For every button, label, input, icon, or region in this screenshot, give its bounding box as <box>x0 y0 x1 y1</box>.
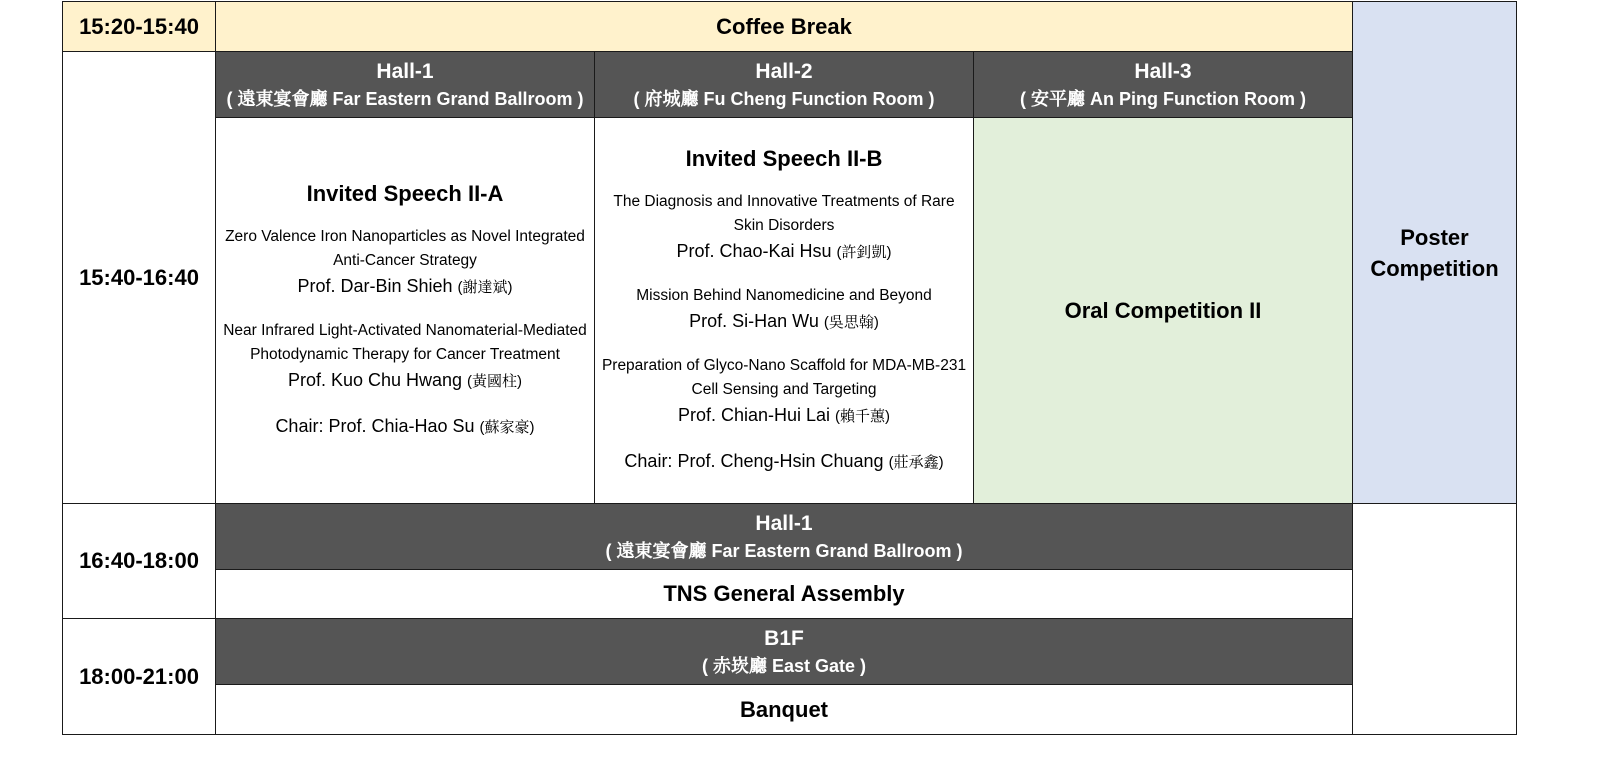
session-title-2a: Invited Speech II-A <box>306 180 504 206</box>
hall-3-room: ( 安平廳 An Ping Function Room ) <box>1020 88 1306 109</box>
poster-competition-cell: Poster Competition <box>1352 1 1517 504</box>
coffee-break-cell: Coffee Break <box>215 1 1353 52</box>
talk-title: Zero Valence Iron Nanoparticles as Novel Integrated Anti-Cancer Strategy <box>225 227 585 269</box>
banquet-venue-header <box>215 618 1353 685</box>
hall-1-session <box>215 117 595 504</box>
banquet-floor: B1F <box>764 626 804 650</box>
banquet-cell: Banquet <box>215 684 1353 735</box>
hall-2-header <box>594 51 974 118</box>
general-assembly-cell: TNS General Assembly <box>215 569 1353 619</box>
talk-title: The Diagnosis and Innovative Treatments of Rare Skin Disorders <box>613 192 955 234</box>
time-banquet: 18:00-21:00 <box>62 618 216 735</box>
session-chair: Chair: Prof. Cheng-Hsin Chuang (莊承鑫) <box>624 450 944 471</box>
speaker: Prof. Dar-Bin Shieh (謝達斌) <box>297 275 513 296</box>
hall-3-name: Hall-3 <box>1134 59 1192 83</box>
poster-blank-cell <box>1352 503 1517 735</box>
time-sessions: 15:40-16:40 <box>62 51 216 504</box>
banquet-room: ( 赤崁廳 East Gate ) <box>701 655 867 676</box>
assembly-hall-header <box>215 503 1353 570</box>
assembly-hall-room: ( 遠東宴會廳 Far Eastern Grand Ballroom ) <box>605 540 963 561</box>
speaker: Prof. Kuo Chu Hwang (黃國柱) <box>287 369 523 390</box>
oral-competition-cell: Oral Competition II <box>973 117 1353 504</box>
hall-2-session <box>594 117 974 504</box>
speaker: Prof. Si-Han Wu (吳思翰) <box>689 310 879 331</box>
time-coffee: 15:20-15:40 <box>62 1 216 52</box>
hall-3-header <box>973 51 1353 118</box>
hall-2-room: ( 府城廳 Fu Cheng Function Room ) <box>633 88 935 109</box>
speaker: Prof. Chao-Kai Hsu (許釗凱) <box>676 240 892 261</box>
talk-title: Near Infrared Light-Activated Nanomaterial-Mediated Photodynamic Therapy for Cancer Treatment <box>223 321 587 363</box>
talk-title: Mission Behind Nanomedicine and Beyond <box>636 286 932 304</box>
hall-1-header <box>215 51 595 118</box>
session-title-2b: Invited Speech II-B <box>685 145 883 171</box>
talk-title: Preparation of Glyco-Nano Scaffold for MDA-MB-231 Cell Sensing and Targeting <box>601 356 967 398</box>
hall-1-name: Hall-1 <box>376 59 434 83</box>
hall-1-room: ( 遠東宴會廳 Far Eastern Grand Ballroom ) <box>226 88 584 109</box>
time-assembly: 16:40-18:00 <box>62 503 216 619</box>
session-chair: Chair: Prof. Chia-Hao Su (蘇家豪) <box>275 415 535 436</box>
speaker: Prof. Chian-Hui Lai (賴千蕙) <box>677 404 891 425</box>
assembly-hall-name: Hall-1 <box>755 511 813 535</box>
hall-2-name: Hall-2 <box>755 59 813 83</box>
